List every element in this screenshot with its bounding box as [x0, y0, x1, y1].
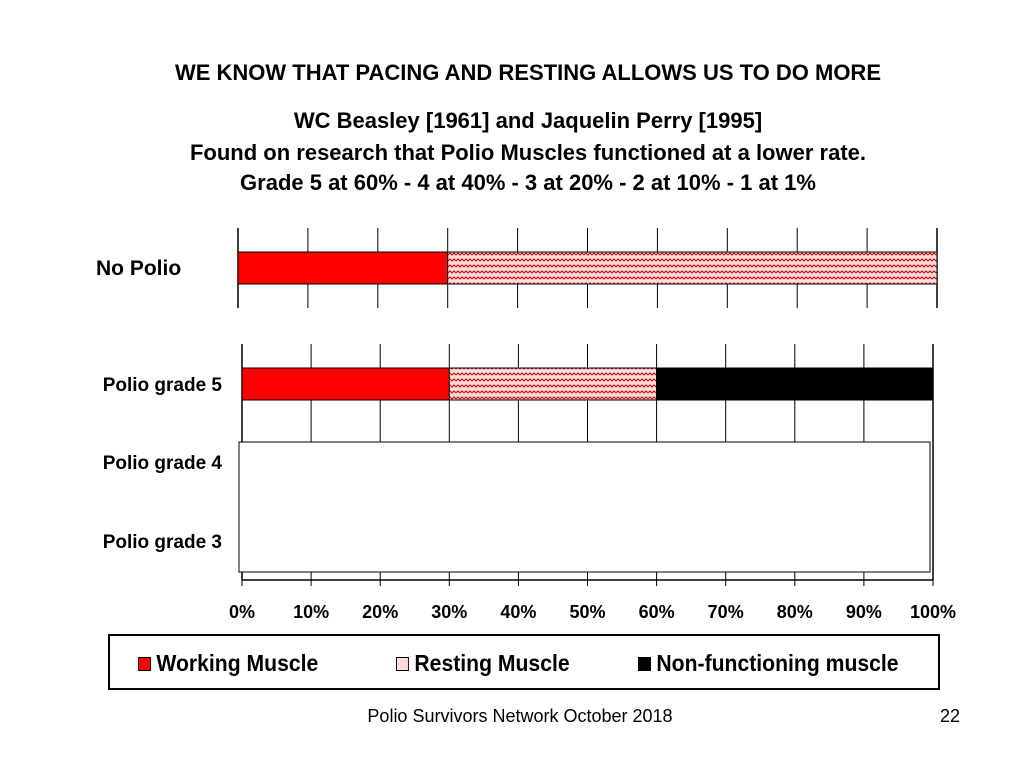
x-tick-label: 40%: [500, 602, 537, 622]
legend-label-nonfunctioning: Non-functioning muscle: [656, 650, 899, 676]
bar-working-muscle-polio-grade-5: [242, 368, 449, 400]
x-tick-label: 20%: [362, 602, 399, 622]
subtitle-line-1: WC Beasley [1961] and Jaquelin Perry [1995]: [293, 108, 763, 133]
bar-working-muscle-no-polio: [238, 252, 448, 284]
x-tick-label: 100%: [909, 602, 957, 622]
x-tick-label: 50%: [569, 602, 606, 622]
x-tick-label: 10%: [293, 602, 330, 622]
x-tick-label: 70%: [707, 602, 744, 622]
footer-text: Polio Survivors Network October 2018: [367, 706, 673, 726]
polio-grades-chart: [103, 344, 956, 622]
bar-resting-muscle-no-polio: [448, 252, 937, 284]
legend-label-working: Working Muscle: [156, 650, 319, 676]
legend-swatch-working: [138, 657, 151, 671]
legend-working: [138, 650, 318, 677]
x-tick-label: 60%: [638, 602, 675, 622]
x-tick-label: 80%: [776, 602, 813, 622]
chart-legend: [108, 634, 940, 690]
blank-cover-box: [239, 442, 930, 572]
category-label: Polio grade 5: [102, 375, 222, 396]
legend-label-resting: Resting Muscle: [414, 650, 570, 676]
legend-swatch-resting: [396, 657, 409, 671]
legend-resting: [396, 650, 570, 677]
slide-title: WE KNOW THAT PACING AND RESTING ALLOWS US TO DO MORE: [174, 60, 881, 85]
x-tick-label: 0%: [228, 602, 256, 622]
legend-swatch-nonfunctioning: [638, 657, 651, 671]
bar-non-functioning-muscle-polio-grade-5: [657, 368, 933, 400]
legend-nonfunctioning: [638, 650, 899, 677]
x-tick-label: 30%: [431, 602, 468, 622]
category-label: Polio grade 4: [102, 453, 222, 474]
category-label: Polio grade 3: [102, 532, 222, 553]
subtitle-line-3: Grade 5 at 60% - 4 at 40% - 3 at 20% - 2 at 10% - 1 at 1%: [240, 170, 816, 195]
bar-resting-muscle-polio-grade-5: [449, 368, 656, 400]
subtitle-line-2: Found on research that Polio Muscles functioned at a lower rate.: [189, 140, 866, 165]
page-number: 22: [940, 706, 961, 726]
category-label: No Polio: [96, 257, 182, 280]
x-tick-label: 90%: [845, 602, 882, 622]
no-polio-chart: [96, 228, 937, 308]
